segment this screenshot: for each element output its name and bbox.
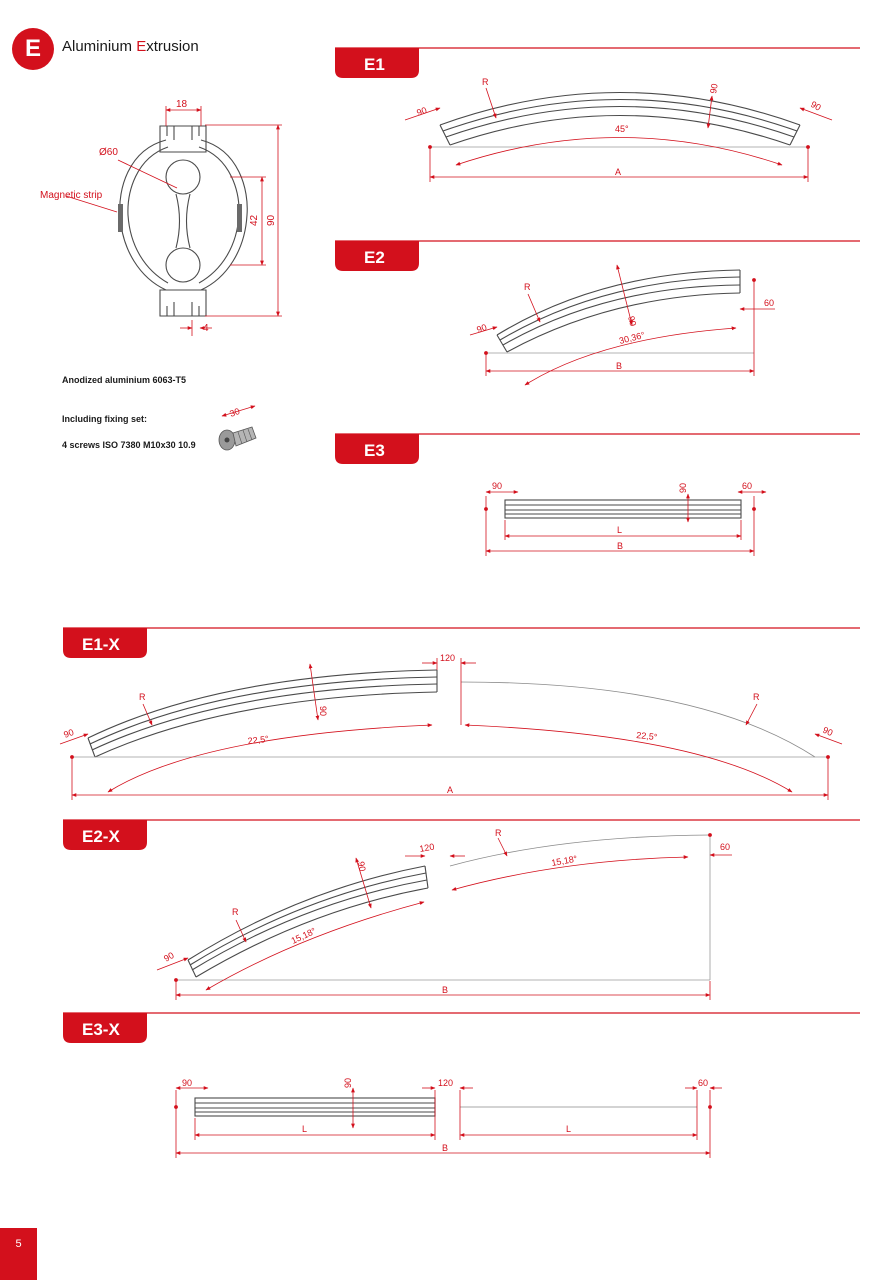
material-text: Anodized aluminium 6063-T5 bbox=[62, 375, 187, 385]
title-highlight: E bbox=[136, 38, 147, 55]
e2x-dim-r-right: R bbox=[495, 828, 502, 838]
dim-18: 18 bbox=[176, 99, 188, 110]
e3x-dim-120: 120 bbox=[438, 1078, 454, 1088]
e1x-dim-90-left: 90 bbox=[62, 727, 76, 740]
section-header-e1x bbox=[63, 628, 860, 658]
dim-4: 4 bbox=[203, 323, 209, 334]
e3x-dim-l-right: L bbox=[566, 1124, 572, 1134]
e2x-angle-right: 15,18° bbox=[550, 853, 579, 868]
e1x-dim-90-mid: 90 bbox=[318, 706, 328, 717]
e2-dim-r: R bbox=[524, 282, 531, 292]
e3-dim-b: B bbox=[617, 541, 624, 551]
e2x-dim-r-left: R bbox=[232, 907, 239, 917]
e3-drawing bbox=[485, 481, 767, 556]
e1-drawing bbox=[405, 77, 832, 182]
title-part-1: Aluminium bbox=[62, 38, 137, 55]
e2-angle: 30,36° bbox=[618, 329, 646, 346]
e1x-dim-a: A bbox=[447, 785, 454, 795]
magnetic-strip-label: Magnetic strip bbox=[40, 190, 103, 201]
e3-dim-90-left: 90 bbox=[492, 481, 503, 491]
page-number: 5 bbox=[0, 1228, 37, 1280]
section-header-e2 bbox=[335, 241, 860, 271]
profile-cross-section bbox=[120, 126, 247, 316]
fixing-title: Including fixing set: bbox=[62, 414, 147, 424]
e1-dim-a: A bbox=[615, 167, 622, 177]
e2-dim-90-mid: 90 bbox=[626, 314, 639, 328]
section-label-e2x: E2-X bbox=[82, 827, 120, 846]
e2-drawing bbox=[470, 265, 775, 385]
e2-dim-90-left: 90 bbox=[475, 322, 489, 335]
magnetic-strip-left bbox=[118, 204, 123, 232]
section-label-e1: E1 bbox=[364, 55, 385, 74]
e3-dim-90-mid: 90 bbox=[678, 482, 688, 493]
e2x-dim-60: 60 bbox=[720, 842, 731, 852]
section-label-e1x: E1-X bbox=[82, 635, 120, 654]
e2-dim-60: 60 bbox=[764, 298, 775, 308]
section-label-e2: E2 bbox=[364, 248, 385, 267]
e1x-dim-r-left: R bbox=[139, 692, 146, 702]
e1x-drawing bbox=[60, 653, 842, 800]
e2x-dim-120: 120 bbox=[418, 841, 436, 854]
e2x-dim-90-mid: 90 bbox=[356, 860, 368, 873]
e2x-dim-90-left: 90 bbox=[162, 950, 176, 964]
e1x-dim-90-right: 90 bbox=[821, 724, 835, 739]
e1-dim-r: R bbox=[482, 77, 489, 87]
section-header-e2x bbox=[63, 820, 860, 850]
e1-dim-90-right: 90 bbox=[809, 99, 823, 113]
e3x-dim-60: 60 bbox=[698, 1078, 709, 1088]
e1-angle: 45° bbox=[615, 124, 629, 134]
e1x-dim-r-right: R bbox=[753, 692, 760, 702]
e2x-dim-b: B bbox=[442, 985, 449, 995]
section-label-e3: E3 bbox=[364, 441, 385, 460]
screw-dim-30: 30 bbox=[228, 406, 242, 419]
e3x-dim-90-mid: 90 bbox=[343, 1077, 353, 1088]
section-header-e3 bbox=[335, 434, 860, 464]
dim-90: 90 bbox=[266, 214, 277, 226]
screw-icon bbox=[219, 406, 256, 450]
e2-dim-b: B bbox=[616, 361, 623, 371]
magnetic-strip-right bbox=[237, 204, 242, 232]
e2x-drawing bbox=[157, 828, 732, 1000]
e3-dim-60: 60 bbox=[742, 481, 753, 491]
e1-dim-90-mid: 90 bbox=[708, 82, 720, 95]
title-part-2: xtrusion bbox=[146, 38, 199, 55]
e2x-angle-left: 15,18° bbox=[289, 925, 318, 946]
e1x-angle-right: 22,5° bbox=[635, 730, 658, 743]
section-header-e1 bbox=[335, 48, 860, 78]
e3-dim-l: L bbox=[617, 525, 623, 535]
screws-text: 4 screws ISO 7380 M10x30 10.9 bbox=[62, 440, 196, 450]
e1x-angle-left: 22,5° bbox=[247, 733, 270, 746]
e3x-dim-b: B bbox=[442, 1143, 449, 1153]
dim-42: 42 bbox=[249, 214, 260, 226]
e3x-dim-l-left: L bbox=[302, 1124, 308, 1134]
dim-diameter: Ø60 bbox=[99, 147, 118, 158]
e1-dim-90-left: 90 bbox=[415, 105, 429, 118]
section-label-e3x: E3-X bbox=[82, 1020, 120, 1039]
section-header-e3x bbox=[63, 1013, 860, 1043]
section-badge: E bbox=[12, 28, 54, 70]
e3x-drawing bbox=[175, 1078, 723, 1158]
e3x-dim-90-left: 90 bbox=[182, 1078, 193, 1088]
e1x-dim-120: 120 bbox=[440, 653, 456, 663]
